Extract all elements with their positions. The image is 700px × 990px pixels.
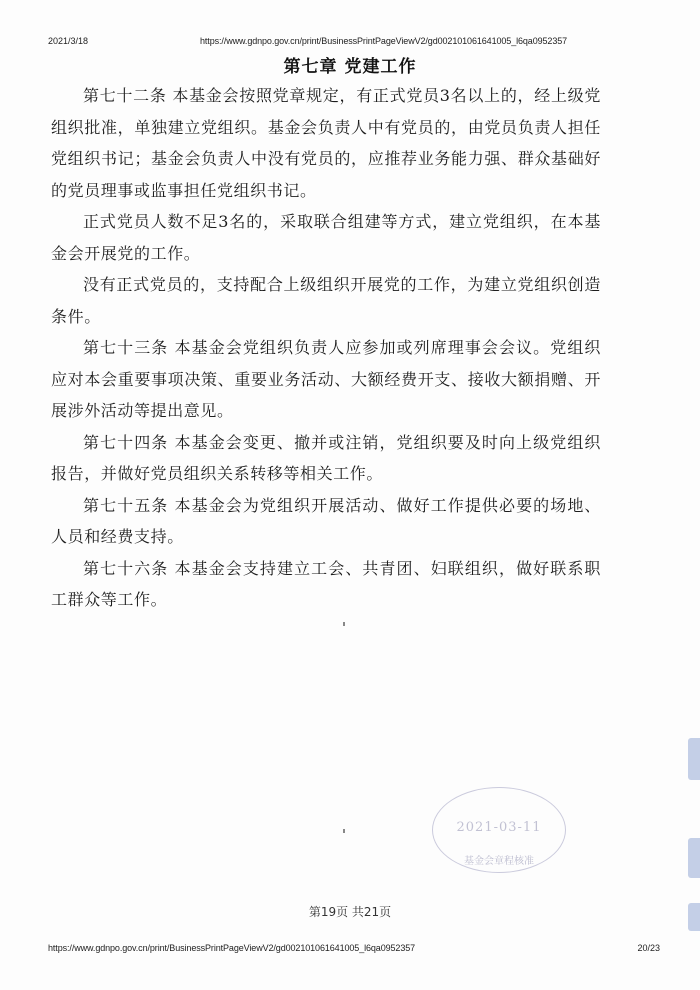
stamp-text: 基金会章程核准 [464, 856, 534, 867]
page-number: 第19页 共21页 [308, 905, 392, 919]
print-page-count: 20/23 [637, 943, 660, 953]
stamp-date: 2021-03-11 [456, 820, 542, 835]
chapter-title: 第七章 党建工作 [283, 57, 417, 77]
article-72-clause-3: 没有正式党员的，支持配合上级组织开展党的工作，为建立党组织创造条件。 [51, 275, 601, 326]
article-72-clause-2: 正式党员人数不足3名的，采取联合组建等方式，建立党组织，在本基金会开展党的工作。 [51, 212, 601, 263]
print-header [0, 36, 700, 50]
side-seal-fragment [688, 838, 700, 878]
document-body [51, 80, 601, 616]
article-72-paragraph: 第七十二条 本基金会按照党章规定，有正式党员3名以上的，经上级党组织批准，单独建立党组织。基金会负责人中有党员的，由党员负责人担任党组织书记；基金会负责人中没有党员的，应推荐业务能力强、群众基础好的党员理事或监事担任党组织书记。 [51, 86, 601, 200]
scan-speck [343, 622, 345, 626]
scan-speck [343, 829, 345, 833]
side-seal-fragment [688, 738, 700, 780]
print-date: 2021/3/18 [48, 36, 89, 46]
print-footer [0, 943, 700, 957]
approval-stamp [432, 787, 566, 873]
print-url: https://www.gdnpo.gov.cn/print/BusinessPrintPageViewV2/gd002101061641005_l6qa0952357 [200, 36, 568, 46]
article-73-paragraph: 第七十三条 本基金会党组织负责人应参加或列席理事会会议。党组织应对本会重要事项决策、重要业务活动、大额经费开支、接收大额捐赠、开展涉外活动等提出意见。 [51, 338, 601, 420]
article-75-paragraph: 第七十五条 本基金会为党组织开展活动、做好工作提供必要的场地、人员和经费支持。 [51, 495, 601, 546]
print-url: https://www.gdnpo.gov.cn/print/BusinessPrintPageViewV2/gd002101061641005_l6qa0952357 [48, 943, 416, 953]
article-74-paragraph: 第七十四条 本基金会变更、撤并或注销，党组织要及时向上级党组织报告，并做好党员组织关系转移等相关工作。 [51, 432, 601, 483]
article-76-paragraph: 第七十六条 本基金会支持建立工会、共青团、妇联组织，做好联系职工群众等工作。 [51, 558, 601, 609]
